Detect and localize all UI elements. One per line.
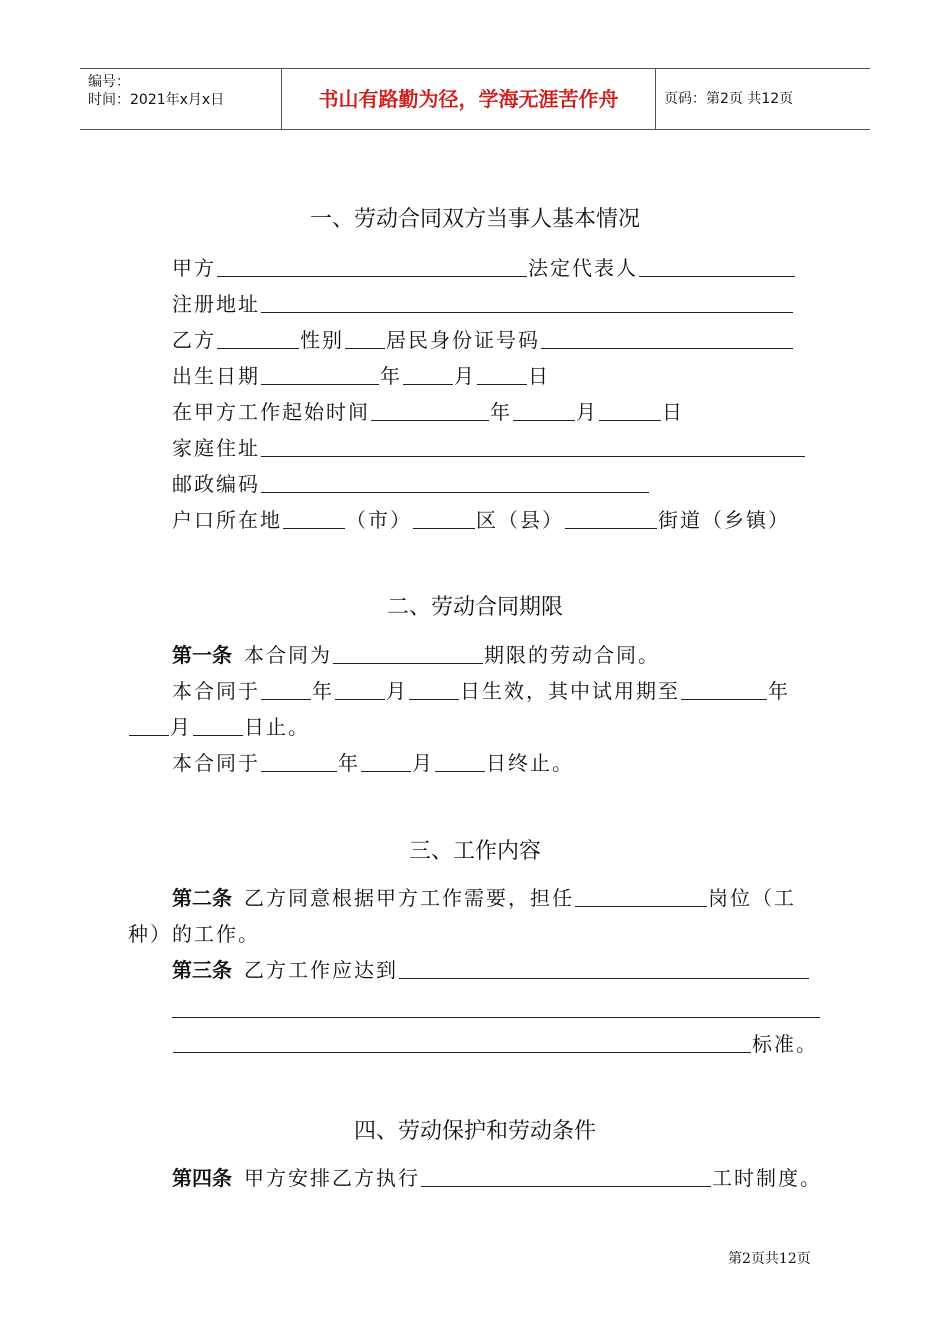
gender-field[interactable] (345, 326, 385, 349)
reg-address-line (172, 290, 794, 318)
work-standard-field[interactable] (399, 956, 809, 979)
party-a-line (172, 254, 796, 282)
start-time-label: 在甲方工作起始时间 (172, 400, 370, 424)
day-label: 日 (662, 400, 684, 424)
day-label: 日 (528, 364, 550, 388)
birth-day-field[interactable] (477, 362, 527, 385)
article2-label: 第二条 (172, 886, 232, 910)
terminate-text-end: 日终止。 (486, 751, 574, 775)
header-motto: 书山有路勤为径，学海无涯苦作舟 (281, 69, 656, 129)
article4-label: 第四条 (172, 1166, 232, 1190)
page-header (80, 68, 870, 130)
home-address-field[interactable] (261, 434, 805, 457)
effective-month-field[interactable] (335, 677, 385, 700)
hukou-city-field[interactable] (283, 506, 345, 529)
probation-day-field[interactable] (193, 713, 243, 736)
hukou-line (172, 506, 790, 534)
id-number-field[interactable] (541, 326, 793, 349)
terminate-day-field[interactable] (435, 749, 485, 772)
article1-line (172, 641, 660, 669)
article4-text: 甲方安排乙方执行 (244, 1166, 420, 1190)
start-year-field[interactable] (371, 398, 489, 421)
reg-address-label: 注册地址 (172, 292, 260, 316)
month-label: 月 (454, 364, 476, 388)
postal-code-line (172, 470, 650, 498)
year-label: 年 (380, 364, 402, 388)
ending-text: 日止。 (244, 715, 310, 739)
id-number-label: 居民身份证号码 (386, 328, 540, 352)
terminate-text: 本合同于 (172, 751, 260, 775)
birth-date-line (172, 362, 550, 390)
birth-month-field[interactable] (403, 362, 453, 385)
article3-label: 第三条 (172, 958, 232, 982)
work-standard-line-2[interactable] (172, 1017, 820, 1018)
hukou-label: 户口所在地 (172, 508, 282, 532)
month-label: 月 (386, 679, 408, 703)
year-label: 年 (768, 679, 790, 703)
effective-line (172, 677, 790, 705)
year-label: 年 (312, 679, 334, 703)
section1-title: 一、劳动合同双方当事人基本情况 (309, 207, 640, 232)
effective-text: 本合同于 (172, 679, 260, 703)
probation-text: 日生效，其中试用期至 (460, 679, 680, 703)
number-label: 编号： (88, 74, 130, 90)
street-label: 街道（乡镇） (658, 508, 790, 532)
work-standard-line-3[interactable] (173, 1030, 751, 1053)
postal-code-field[interactable] (261, 470, 649, 493)
home-address-label: 家庭住址 (172, 436, 260, 460)
probation-year-field[interactable] (681, 677, 767, 700)
birth-date-label: 出生日期 (172, 364, 260, 388)
article3-end-line (172, 1030, 818, 1058)
month-label: 月 (576, 400, 598, 424)
terminate-year-field[interactable] (261, 749, 337, 772)
month-label: 月 (170, 715, 192, 739)
page-footer: 第2页共12页 (728, 1251, 811, 1267)
article1-label: 第一条 (172, 643, 232, 667)
hukou-street-field[interactable] (565, 506, 657, 529)
article2-cont: 种）的工作。 (128, 922, 260, 946)
section2-title: 二、劳动合同期限 (386, 595, 563, 620)
city-label: （市） (346, 508, 412, 532)
article2-text-b: 岗位（工 (708, 886, 796, 910)
party-b-label: 乙方 (172, 328, 216, 352)
hukou-district-field[interactable] (413, 506, 475, 529)
home-address-line (172, 434, 806, 462)
month-label: 月 (412, 751, 434, 775)
article4-line (172, 1164, 822, 1192)
party-a-field[interactable] (217, 254, 527, 277)
legal-rep-label: 法定代表人 (528, 256, 638, 280)
start-day-field[interactable] (599, 398, 661, 421)
reg-address-field[interactable] (261, 290, 793, 313)
year-label: 年 (490, 400, 512, 424)
probation-month-field[interactable] (129, 713, 169, 736)
probation-end-line (128, 713, 310, 741)
article1-text: 本合同为 (244, 643, 332, 667)
standard-text: 标准。 (752, 1032, 818, 1056)
article2-line (172, 884, 796, 912)
effective-day-field[interactable] (409, 677, 459, 700)
section4-title: 四、劳动保护和劳动条件 (353, 1119, 596, 1144)
postal-code-label: 邮政编码 (172, 472, 260, 496)
start-month-field[interactable] (513, 398, 575, 421)
party-a-label: 甲方 (172, 256, 216, 280)
birth-year-field[interactable] (261, 362, 379, 385)
legal-rep-field[interactable] (639, 254, 795, 277)
header-meta (80, 69, 280, 129)
time-label: 时间：2021年x月x日 (88, 92, 225, 108)
terminate-month-field[interactable] (361, 749, 411, 772)
article3-text: 乙方工作应达到 (244, 958, 398, 982)
district-label: 区（县） (476, 508, 564, 532)
position-field[interactable] (575, 884, 707, 907)
party-b-field[interactable] (217, 326, 299, 349)
start-time-line (172, 398, 684, 426)
article3-line (172, 956, 810, 984)
gender-label: 性别 (300, 328, 344, 352)
work-hours-field[interactable] (421, 1164, 711, 1187)
year-label: 年 (338, 751, 360, 775)
section3-title: 三、工作内容 (408, 839, 541, 864)
terminate-line (172, 749, 574, 777)
article2-text: 乙方同意根据甲方工作需要，担任 (244, 886, 574, 910)
effective-year-field[interactable] (261, 677, 311, 700)
party-b-line (172, 326, 794, 354)
article1-text-end: 期限的劳动合同。 (484, 643, 660, 667)
article4-text-end: 工时制度。 (712, 1166, 822, 1190)
contract-term-field[interactable] (333, 641, 483, 664)
header-page-info: 页码：第2页 共12页 (664, 91, 794, 107)
